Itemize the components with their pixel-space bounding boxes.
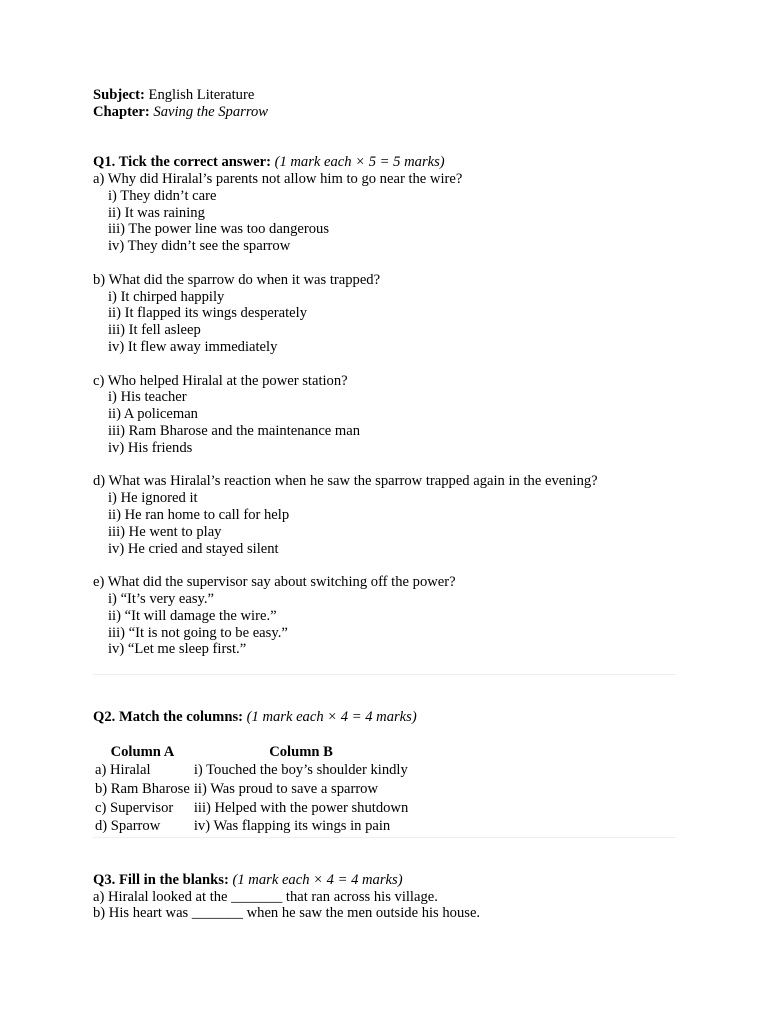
subject-line [93, 87, 683, 104]
q2-heading [93, 709, 683, 726]
table-row [93, 817, 410, 836]
option: iii) The power line was too dangerous [108, 221, 330, 238]
q3-title: Q3. Fill in the blanks: [93, 871, 229, 888]
q1-marks: (1 mark each × 5 = 5 marks) [270, 154, 445, 171]
table-row [93, 799, 410, 818]
question-text: c) Who helped Hiralal at the power station? [93, 372, 348, 389]
column-a-header: Column A [110, 743, 175, 760]
question-text: b) What did the sparrow do when it was trapped? [93, 271, 381, 288]
chapter-label: Chapter: [93, 103, 150, 120]
column-a-cell: b) Ram Bharose [95, 781, 190, 798]
fill-blank-item: b) His heart was _______ when he saw the men outside his house. [93, 905, 481, 922]
option: i) He ignored it [108, 490, 198, 507]
column-a-cell: c) Supervisor [95, 799, 174, 816]
column-b-cell: ii) Was proud to save a sparrow [193, 781, 379, 798]
question-text: a) Why did Hiralal’s parents not allow him to go near the wire? [93, 170, 463, 187]
chapter-line [93, 104, 683, 121]
question-text: d) What was Hiralal’s reaction when he saw the sparrow trapped again in the evening? [93, 473, 598, 490]
column-b-cell: i) Touched the boy’s shoulder kindly [193, 762, 408, 779]
q1-question-e [93, 574, 683, 658]
worksheet-page [93, 87, 683, 922]
option: iii) Ram Bharose and the maintenance man [108, 422, 361, 439]
q1-question-d [93, 473, 683, 557]
q1-question-c [93, 373, 683, 457]
question-text: e) What did the supervisor say about switching off the power? [93, 574, 456, 591]
table-row [93, 761, 410, 780]
q2-marks: (1 mark each × 4 = 4 marks) [242, 709, 417, 726]
column-b-cell: iii) Helped with the power shutdown [193, 799, 409, 816]
option: ii) A policeman [108, 406, 198, 423]
option: i) It chirped happily [108, 288, 225, 305]
q2-title: Q2. Match the columns: [93, 709, 243, 726]
column-a-cell: d) Sparrow [95, 818, 161, 835]
option: ii) It flapped its wings desperately [108, 305, 307, 322]
option: iii) “It is not going to be easy.” [108, 624, 288, 641]
option: ii) He ran home to call for help [108, 506, 290, 523]
q1-question-b [93, 272, 683, 356]
option: iv) His friends [108, 439, 193, 456]
q1-heading [93, 154, 683, 171]
q1-question-a [93, 171, 683, 255]
q1-title: Q1. Tick the correct answer: [93, 154, 271, 171]
fill-blank-item: a) Hiralal looked at the _______ that ran across his village. [93, 888, 438, 905]
column-b-header: Column B [269, 743, 333, 760]
option: i) “It’s very easy.” [108, 590, 215, 607]
column-b-cell: iv) Was flapping its wings in pain [193, 818, 391, 835]
option: ii) “It will damage the wire.” [108, 607, 277, 624]
option: iv) “Let me sleep first.” [108, 641, 247, 658]
subject-label: Subject: [93, 87, 145, 103]
option: i) They didn’t care [108, 187, 217, 204]
chapter-value: Saving the Sparrow [149, 103, 268, 120]
match-header-row [93, 743, 410, 762]
subject-value: English Literature [144, 87, 255, 103]
match-table [93, 743, 410, 836]
option: iv) He cried and stayed silent [108, 540, 279, 557]
option: iii) He went to play [108, 523, 222, 540]
q3-marks: (1 mark each × 4 = 4 marks) [228, 871, 403, 888]
q3-heading [93, 872, 683, 889]
option: i) His teacher [108, 389, 187, 406]
option: iii) It fell asleep [108, 322, 201, 339]
column-a-cell: a) Hiralal [95, 762, 151, 779]
option: iv) It flew away immediately [108, 338, 278, 355]
option: iv) They didn’t see the sparrow [108, 238, 291, 255]
table-row [93, 780, 410, 799]
option: ii) It was raining [108, 204, 205, 221]
